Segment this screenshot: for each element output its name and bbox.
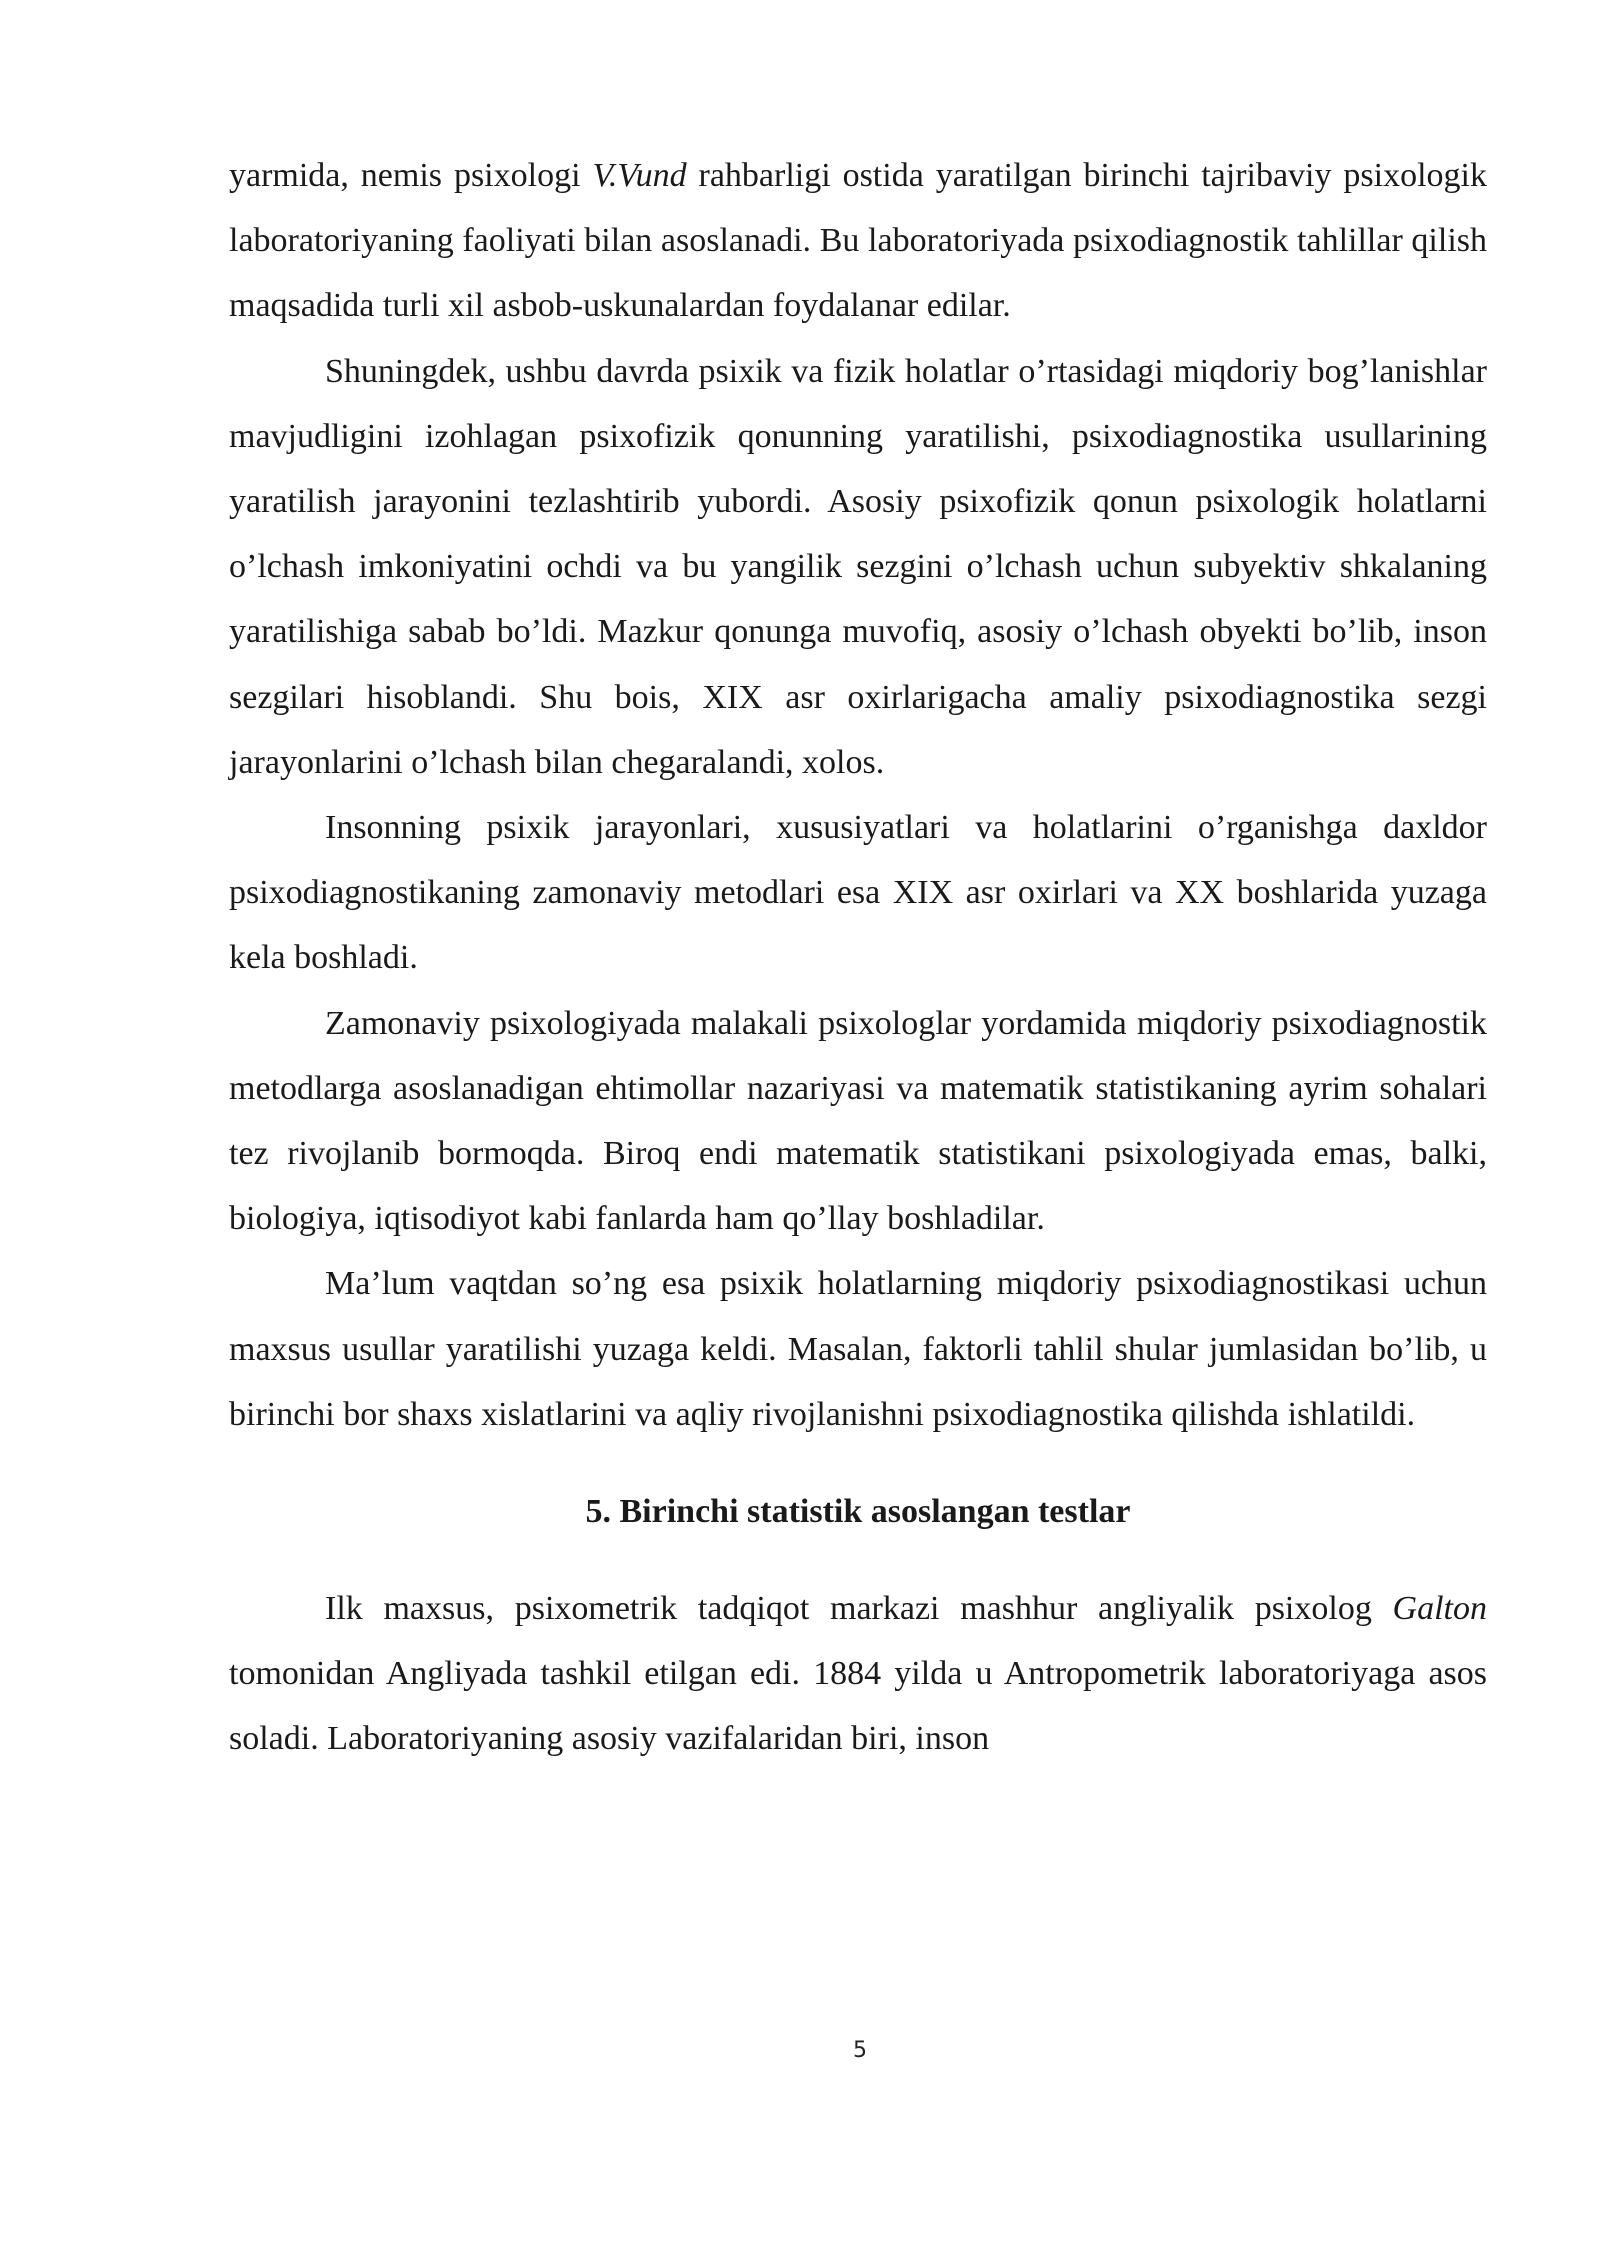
paragraph — [229, 143, 1487, 339]
paragraph: Shuningdek, ushbu davrda psixik va fizik holatlar o’rtasidagi miqdoriy bog’lanishlar mavjudligini izohlagan psixofizik qonunning yaratilishi, psixodiagnostika usullarining yaratilish jarayonini tezlashtirib yubordi. Asosiy psixofizik qonun psixologik holatlarni o’lchash imkoniyatini ochdi va bu yangilik sezgini o’lchash uchun subyektiv shkalaning yaratilishiga sabab bo’ldi. Mazkur qonunga muvofiq, asosiy o’lchash obyekti bo’lib, inson sezgilari hisoblandi. Shu bois, XIX asr oxirlarigacha amaliy psixodiagnostika sezgi jarayonlarini o’lchash bilan chegaralandi, xolos. — [229, 352, 1487, 781]
paragraph: Ma’lum vaqtdan so’ng esa psixik holatlarning miqdoriy psixodiagnostikasi uchun maxsus usullar yaratilishi yuzaga keldi. Masalan, faktorli tahlil shular jumlasidan bo’lib, u birinchi bor shaxs xislatlarini va aqliy rivojlanishni psixodiagnostika qilishda ishlatildi. — [229, 1265, 1487, 1433]
section-heading: 5. Birinchi statistik asoslangan testlar — [585, 1493, 1131, 1531]
body-text — [229, 143, 1487, 1772]
paragraph-text: yarmida, nemis psixologi — [229, 157, 593, 194]
paragraph-text: rahbarligi ostida yaratilgan birinchi tajribaviy psixologik laboratoriyaning faoliyati bilan asoslanadi. Bu laboratoriyada psixodiagnostik tahlillar qilish maqsadida turli xil asbob-uskunalardan foydalanar edilar. — [229, 157, 1487, 325]
paragraph: Zamonaviy psixologiyada malakali psixologlar yordamida miqdoriy psixodiagnostik metodlarga asoslanadigan ehtimollar nazariyasi va matematik statistikaning ayrim sohalari tez rivojlanib bormoqda. Biroq endi matematik statistikani psixologiyada emas, balki, biologiya, iqtisodiyot kabi fanlarda ham qo’llay boshladilar. — [229, 1004, 1487, 1238]
person-name: Galton — [1392, 1590, 1487, 1628]
paragraph: Insonning psixik jarayonlari, xususiyatlari va holatlarini o’rganishga daxldor psixodiagnostikaning zamonaviy metodlari esa XIX asr oxirlari va XX boshlarida yuzaga kela boshladi. — [229, 809, 1487, 977]
paragraph-text: Ilk maxsus, psixometrik tadqiqot markazi mashhur angliyalik psixolog — [325, 1590, 1393, 1628]
person-name: V.Vund — [592, 157, 687, 194]
paragraph-text: tomonidan Angliyada tashkil etilgan edi. 1884 yilda u Antropometrik laboratoriyaga asos soladi. Laboratoriyaning asosiy vazifalaridan biri, inson — [229, 1655, 1487, 1758]
page-number: 5 — [853, 2038, 867, 2063]
paragraph — [229, 1576, 1487, 1772]
